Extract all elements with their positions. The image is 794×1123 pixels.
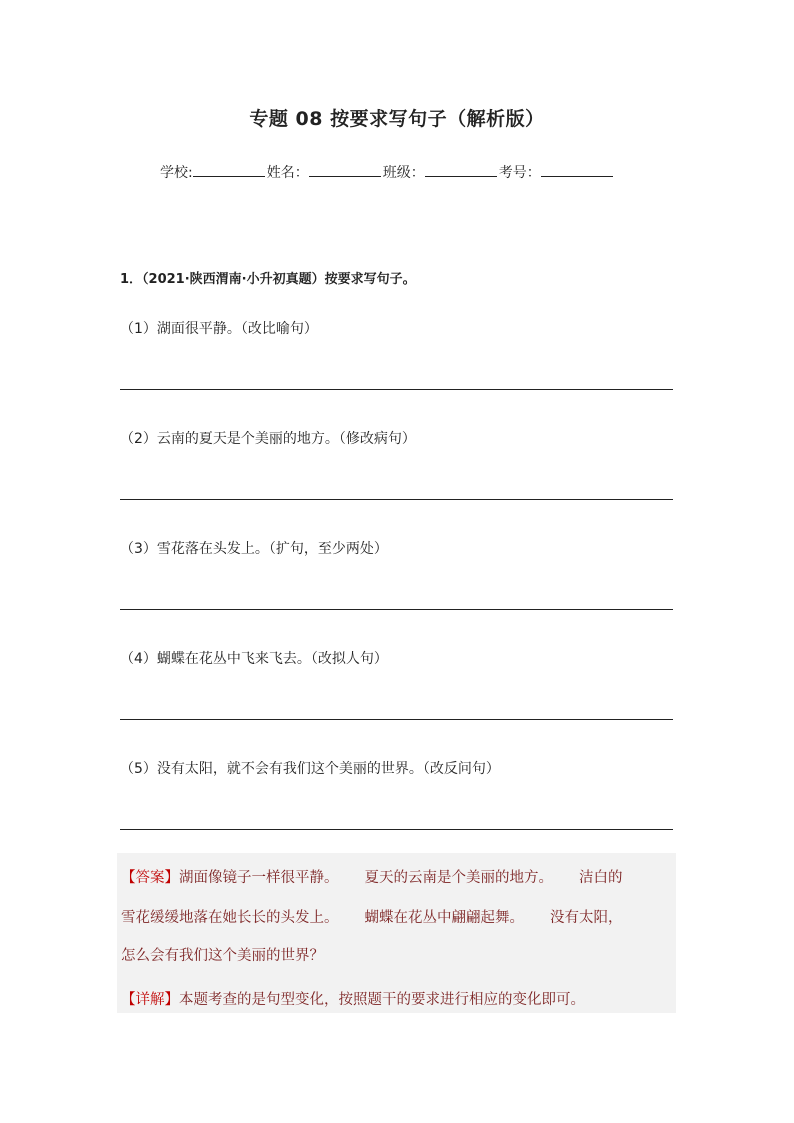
class-blank — [425, 162, 497, 177]
answer-line-3 — [120, 609, 673, 610]
answer-tag: 【答案】 — [121, 870, 179, 886]
school-label: 学校: — [160, 165, 193, 181]
number-label: 考号： — [498, 165, 541, 181]
sub-question-4: （4）蝴蝶在花丛中飞来飞去。（改拟人句） — [120, 651, 388, 667]
name-blank — [309, 162, 381, 177]
answer-line-text-2 — [121, 906, 623, 927]
answer-line-5 — [120, 829, 673, 830]
answer-3-start: 洁白的 — [579, 870, 623, 886]
detail-tag: 【详解】 — [121, 992, 179, 1008]
sub-question-5: （5）没有太阳，就不会有我们这个美丽的世界。（改反问句） — [120, 761, 500, 777]
detail-text: 本题考查的是句型变化，按照题干的要求进行相应的变化即可。 — [179, 992, 585, 1008]
answer-4: 蝴蝶在花丛中翩翩起舞。 — [364, 910, 524, 926]
question-heading: 1．（2021·陕西渭南·小升初真题）按要求写句子。 — [120, 272, 416, 287]
answer-3-end: 雪花缓缓地落在她长长的头发上。 — [121, 910, 339, 926]
class-label: 班级： — [382, 165, 425, 181]
answer-5-end: 怎么会有我们这个美丽的世界？ — [121, 948, 324, 964]
answer-2: 夏天的云南是个美丽的地方。 — [364, 870, 553, 886]
sub-question-2: （2）云南的夏天是个美丽的地方。（修改病句） — [120, 431, 416, 447]
answer-line-1 — [120, 389, 673, 390]
number-blank — [541, 162, 613, 177]
answer-line-text-3 — [121, 944, 324, 965]
answer-1: 湖面像镜子一样很平静。 — [179, 870, 339, 886]
detail-line — [121, 988, 585, 1009]
page-title: 专题 08 按要求写句子（解析版） — [249, 108, 545, 130]
school-blank — [193, 162, 265, 177]
answer-line-text-1 — [121, 866, 623, 887]
sub-question-1: （1）湖面很平静。（改比喻句） — [120, 321, 318, 337]
name-label: 姓名： — [266, 165, 309, 181]
student-info-row — [160, 162, 615, 182]
answer-5-start: 没有太阳， — [550, 910, 623, 926]
answer-line-4 — [120, 719, 673, 720]
answer-line-2 — [120, 499, 673, 500]
sub-question-3: （3）雪花落在头发上。（扩句，至少两处） — [120, 541, 388, 557]
